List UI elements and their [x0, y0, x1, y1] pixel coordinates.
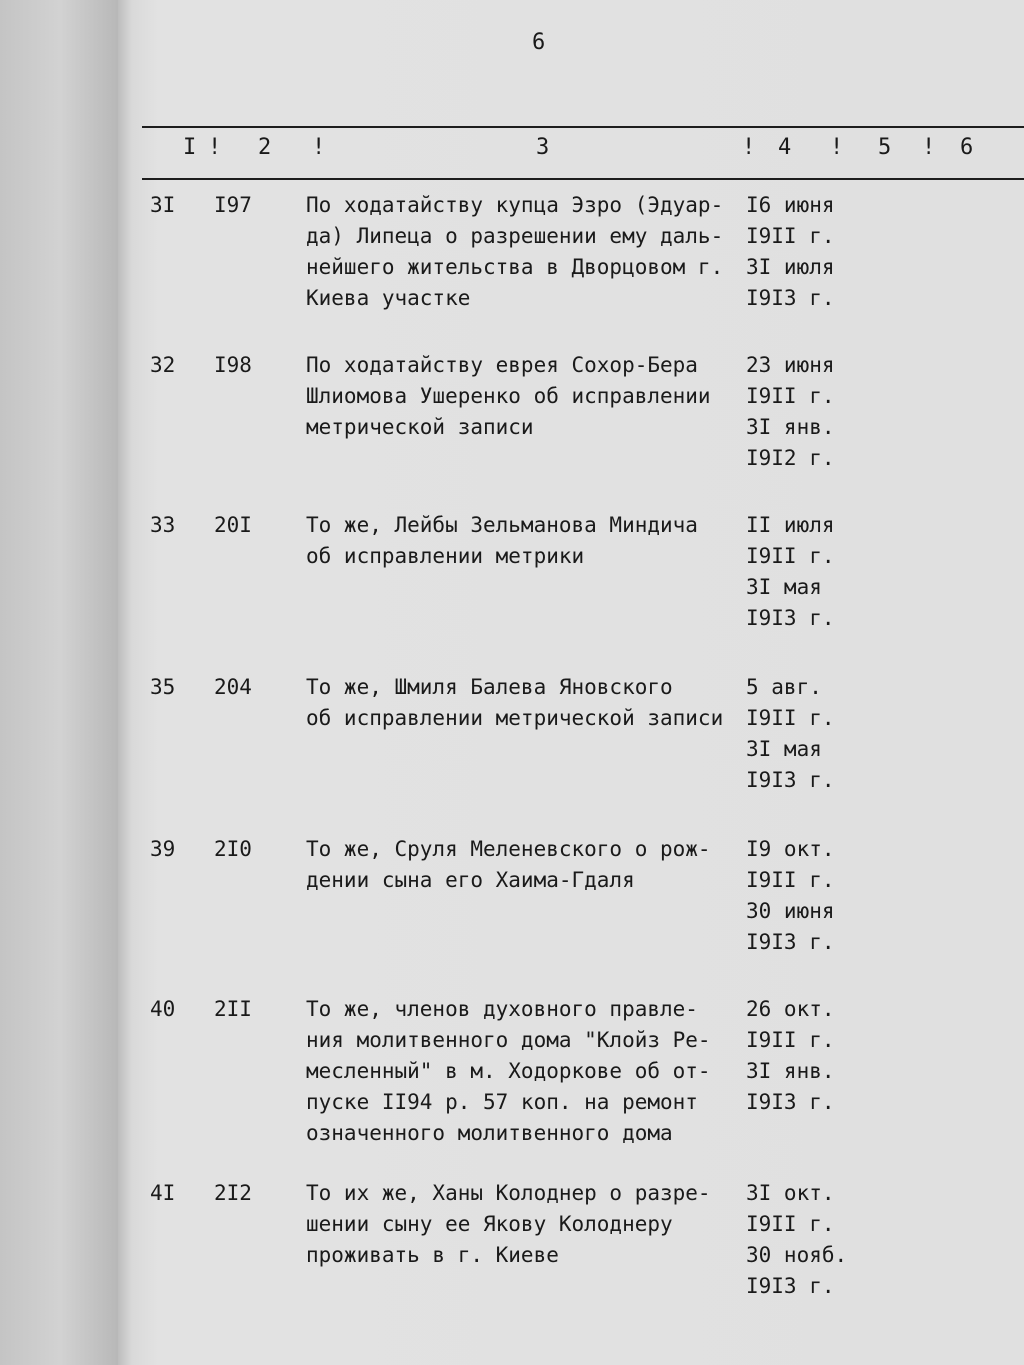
page-number: 6: [532, 30, 547, 55]
date-line: 3I янв.: [746, 1059, 835, 1083]
description-line: метрической записи: [306, 415, 534, 439]
entry-dates: [746, 510, 856, 634]
date-line: 26 окт.: [746, 997, 835, 1021]
header-separator: !: [742, 135, 756, 160]
description-line: проживать в г. Киеве: [306, 1243, 559, 1267]
date-line: 3I мая: [746, 737, 822, 761]
description-line: об исправлении метрики: [306, 544, 585, 568]
date-line: I9II г.: [746, 544, 835, 568]
date-line: 3I янв.: [746, 415, 835, 439]
date-line: 3I июля: [746, 255, 835, 279]
entry-dates: [746, 1178, 856, 1302]
date-line: II июля: [746, 513, 835, 537]
date-line: I9I3 г.: [746, 1274, 835, 1298]
entry-description: [306, 190, 751, 314]
description-line: нейшего жительства в Дворцовом г.: [306, 255, 724, 279]
file-number: 20I: [214, 513, 252, 537]
description-line: да) Липеца о разрешении ему даль-: [306, 224, 724, 248]
date-line: 5 авг.: [746, 675, 822, 699]
date-line: 30 июня: [746, 899, 835, 923]
entry-description: [306, 510, 751, 572]
date-line: I9II г.: [746, 706, 835, 730]
date-line: I6 июня: [746, 193, 835, 217]
entry-dates: [746, 834, 856, 958]
entry-number: 33: [150, 513, 176, 537]
date-line: I9II г.: [746, 224, 835, 248]
description-line: ния молитвенного дома "Клойз Ре-: [306, 1028, 711, 1052]
description-line: То же, членов духовного правле-: [306, 997, 698, 1021]
entry-dates: [746, 190, 856, 314]
description-line: То же, Лейбы Зельманова Миндича: [306, 513, 698, 537]
description-line: По ходатайству еврея Сохор-Бера: [306, 353, 698, 377]
header-separator: !: [922, 135, 936, 160]
entry-number: 39: [150, 837, 176, 861]
date-line: I9II г.: [746, 1212, 835, 1236]
description-line: месленный" в м. Ходоркове об от-: [306, 1059, 711, 1083]
date-line: 3I мая: [746, 575, 822, 599]
date-line: 23 июня: [746, 353, 835, 377]
header-rule-top: [142, 126, 1024, 128]
description-line: дении сына его Хаима-Гдаля: [306, 868, 635, 892]
header-separator: !: [830, 135, 844, 160]
file-number: I97: [214, 193, 252, 217]
entry-dates: [746, 672, 856, 796]
header-separator: !: [312, 135, 326, 160]
entry-number: 35: [150, 675, 176, 699]
header-col-6: 6: [960, 135, 974, 160]
entry-dates: [746, 994, 856, 1118]
description-line: об исправлении метрической записи: [306, 706, 724, 730]
entry-number: 3I: [150, 193, 176, 217]
header-col-2: 2: [258, 135, 272, 160]
header-rule-bottom: [142, 178, 1024, 180]
entry-number: 32: [150, 353, 176, 377]
entry-description: [306, 672, 751, 734]
description-line: Шлиомова Ушеренко об исправлении: [306, 384, 711, 408]
file-number: 2I0: [214, 837, 252, 861]
description-line: То же, Сруля Меленевского о рож-: [306, 837, 711, 861]
file-number: 2II: [214, 997, 252, 1021]
header-separator: !: [208, 135, 222, 160]
date-line: I9I3 г.: [746, 768, 835, 792]
description-line: По ходатайству купца Эзро (Эдуар-: [306, 193, 724, 217]
entry-dates: [746, 350, 856, 474]
date-line: 30 нояб.: [746, 1243, 848, 1267]
entry-number: 4I: [150, 1181, 176, 1205]
entry-description: [306, 1178, 751, 1271]
date-line: I9II г.: [746, 1028, 835, 1052]
header-col-5: 5: [878, 135, 892, 160]
description-line: То же, Шмиля Балева Яновского: [306, 675, 673, 699]
binding-margin: [0, 0, 118, 1365]
entry-description: [306, 350, 751, 443]
header-col-1: I: [183, 135, 197, 160]
date-line: 3I окт.: [746, 1181, 835, 1205]
date-line: I9I3 г.: [746, 606, 835, 630]
header-col-3: 3: [536, 135, 550, 160]
date-line: I9II г.: [746, 384, 835, 408]
entry-number: 40: [150, 997, 176, 1021]
description-line: Киева участке: [306, 286, 471, 310]
description-line: То их же, Ханы Колоднер о разре-: [306, 1181, 711, 1205]
description-line: шении сыну ее Якову Колоднеру: [306, 1212, 673, 1236]
description-line: пуске II94 р. 57 коп. на ремонт: [306, 1090, 698, 1114]
date-line: I9 окт.: [746, 837, 835, 861]
file-number: I98: [214, 353, 252, 377]
date-line: I9I3 г.: [746, 1090, 835, 1114]
file-number: 204: [214, 675, 252, 699]
date-line: I9I3 г.: [746, 286, 835, 310]
date-line: I9II г.: [746, 868, 835, 892]
date-line: I9I3 г.: [746, 930, 835, 954]
description-line: означенного молитвенного дома: [306, 1121, 673, 1145]
date-line: I9I2 г.: [746, 446, 835, 470]
header-col-4: 4: [778, 135, 792, 160]
file-number: 2I2: [214, 1181, 252, 1205]
entry-description: [306, 994, 751, 1149]
entry-description: [306, 834, 751, 896]
